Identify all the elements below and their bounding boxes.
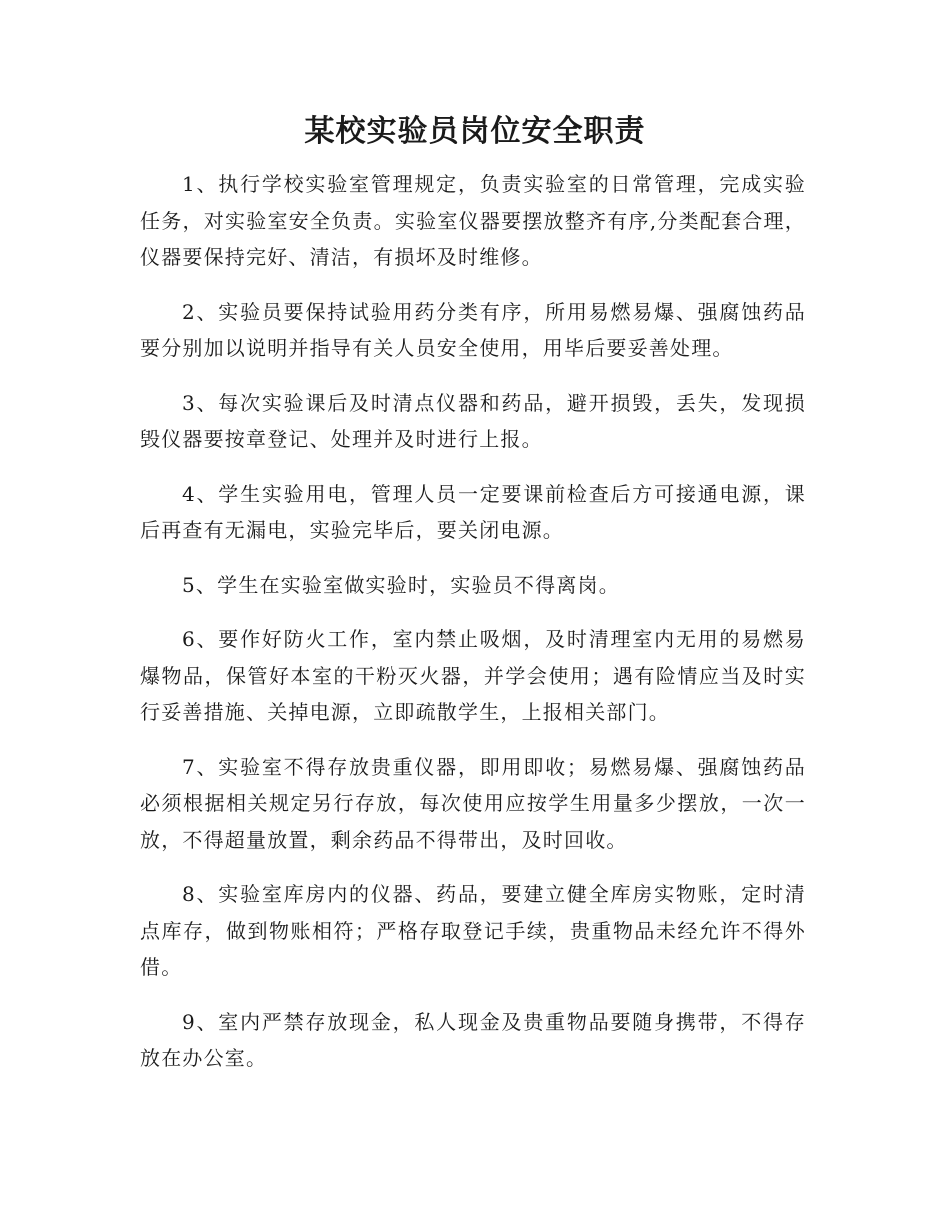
paragraph-5: 5、学生在实验室做实验时，实验员不得离岗。 (182, 572, 620, 597)
paragraph-4: 4、学生实验用电，管理人员一定要课前检查后方可接通电源，课后再查有无漏电，实验完毕后，要关闭电源。 (140, 481, 806, 542)
paragraph-1: 1、执行学校实验室管理规定，负责实验室的日常管理，完成实验任务，对实验室安全负责。实验室仪器要摆放整齐有序,分类配套合理，仪器要保持完好、清洁，有损坏及时维修。 (140, 172, 806, 269)
paragraph-3: 3、每次实验课后及时清点仪器和药品，避开损毁，丢失，发现损毁仪器要按章登记、处理并及时进行上报。 (140, 390, 806, 451)
paragraph-9: 9、室内严禁存放现金，私人现金及贵重物品要随身携带，不得存放在办公室。 (140, 1009, 806, 1070)
paragraph-6: 6、要作好防火工作，室内禁止吸烟，及时清理室内无用的易燃易爆物品，保管好本室的干粉灭火器，并学会使用；遇有险情应当及时实行妥善措施、关掉电源，立即疏散学生，上报相关部门。 (140, 627, 806, 724)
paragraph-8: 8、实验室库房内的仪器、药品，要建立健全库房实物账，定时清点库存，做到物账相符；严格存取登记手续，贵重物品未经允许不得外借。 (140, 882, 806, 979)
paragraph-7: 7、实验室不得存放贵重仪器，即用即收；易燃易爆、强腐蚀药品必须根据相关规定另行存放，每次使用应按学生用量多少摆放，一次一放，不得超量放置，剩余药品不得带出，及时回收。 (140, 754, 806, 852)
document-body (140, 166, 806, 1095)
paragraph-2: 2、实验员要保持试验用药分类有序，所用易燃易爆、强腐蚀药品要分别加以说明并指导有关人员安全使用，用毕后要妥善处理。 (140, 299, 806, 360)
document-title: 某校实验员岗位安全职责 (304, 114, 646, 149)
